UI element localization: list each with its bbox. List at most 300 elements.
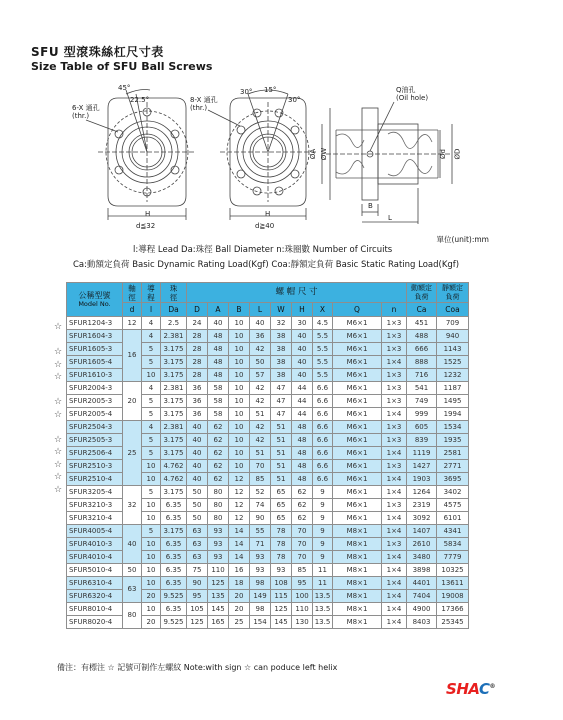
table-cell: 4401	[407, 577, 437, 590]
table-cell: 50	[187, 499, 208, 512]
table-cell: 4.762	[161, 460, 187, 473]
table-cell: 78	[271, 551, 292, 564]
table-cell: M6×1	[333, 447, 382, 460]
table-row	[67, 603, 469, 616]
header-l-cn: 導 程	[142, 283, 161, 303]
table-cell: 13.5	[313, 590, 333, 603]
header-col: A	[208, 303, 229, 317]
table-cell: 4.762	[161, 473, 187, 486]
table-cell: 6.35	[161, 499, 187, 512]
table-cell: 28	[187, 356, 208, 369]
table-cell: 62	[208, 460, 229, 473]
table-cell: 1903	[407, 473, 437, 486]
left-angle-22: 22.5°	[130, 96, 150, 104]
table-cell: SFUR5010-4	[67, 564, 123, 577]
table-cell: SFUR2005-4	[67, 408, 123, 421]
table-cell: SFUR2005-3	[67, 395, 123, 408]
table-cell: 51	[271, 460, 292, 473]
table-cell: 716	[407, 369, 437, 382]
table-cell: M6×1	[333, 382, 382, 395]
table-cell: SFUR2510-3	[67, 460, 123, 473]
table-cell: 1×3	[382, 421, 407, 434]
table-cell: 6.6	[313, 382, 333, 395]
table-cell: 65	[271, 486, 292, 499]
table-cell: 605	[407, 421, 437, 434]
table-cell: M6×1	[333, 460, 382, 473]
table-cell: SFUR1204-3	[67, 317, 123, 330]
table-cell: 32	[123, 486, 142, 525]
table-cell: 2.381	[161, 421, 187, 434]
table-cell: 12	[229, 473, 250, 486]
table-cell: 1×4	[382, 473, 407, 486]
table-cell: 10	[142, 473, 161, 486]
table-cell: 40	[292, 356, 313, 369]
table-cell: 4	[142, 421, 161, 434]
table-cell: 1×3	[382, 499, 407, 512]
table-cell: 1×3	[382, 460, 407, 473]
table-cell: 4575	[437, 499, 469, 512]
table-cell: 100	[292, 590, 313, 603]
table-cell: 20	[142, 616, 161, 629]
table-cell: 24	[187, 317, 208, 330]
table-cell: 1×4	[382, 551, 407, 564]
table-cell: 40	[292, 330, 313, 343]
table-cell: M6×1	[333, 421, 382, 434]
table-cell: 51	[271, 434, 292, 447]
table-cell: 63	[123, 577, 142, 603]
table-cell: 20	[229, 603, 250, 616]
table-cell: 70	[292, 525, 313, 538]
left-condition: d≦32	[136, 222, 156, 230]
table-cell: 10	[229, 356, 250, 369]
table-cell: 48	[292, 447, 313, 460]
table-cell: 80	[208, 486, 229, 499]
table-cell: SFUR8010-4	[67, 603, 123, 616]
table-cell: 6.6	[313, 447, 333, 460]
table-cell: 42	[250, 343, 271, 356]
table-cell: 839	[407, 434, 437, 447]
table-cell: 58	[208, 408, 229, 421]
table-cell: 85	[250, 473, 271, 486]
table-cell: 63	[187, 551, 208, 564]
table-cell: 3.175	[161, 369, 187, 382]
table-cell: 6.35	[161, 538, 187, 551]
table-row	[67, 486, 469, 499]
left-helix-star-icon: ☆	[53, 484, 63, 495]
table-cell: 1534	[437, 421, 469, 434]
mid-angle-15: 15°	[264, 86, 277, 94]
table-cell: 10	[229, 382, 250, 395]
dim-d-small-label: Ød	[438, 149, 447, 159]
logo-registered: ®	[489, 683, 496, 690]
table-cell: 10	[142, 577, 161, 590]
header-col: Q	[333, 303, 382, 317]
table-cell: 58	[208, 395, 229, 408]
table-cell: 20	[123, 382, 142, 421]
header-l: l	[142, 303, 161, 317]
table-cell: 28	[187, 343, 208, 356]
table-cell: 11	[313, 577, 333, 590]
table-cell: 10	[142, 499, 161, 512]
table-cell: 3.175	[161, 434, 187, 447]
table-cell: 666	[407, 343, 437, 356]
table-cell: 62	[208, 434, 229, 447]
table-cell: 2.381	[161, 382, 187, 395]
left-helix-star-icon: ☆	[53, 359, 63, 370]
header-col: H	[292, 303, 313, 317]
table-cell: 6.35	[161, 512, 187, 525]
logo-letter: H	[456, 680, 469, 698]
table-cell: M8×1	[333, 590, 382, 603]
table-cell: 36	[187, 408, 208, 421]
table-cell: 42	[250, 395, 271, 408]
header-ca-cn: 動額定 負荷	[407, 283, 437, 303]
table-cell: 1119	[407, 447, 437, 460]
table-cell: SFUR3210-4	[67, 512, 123, 525]
table-cell: 6.6	[313, 460, 333, 473]
table-cell: 47	[271, 382, 292, 395]
table-cell: 1×4	[382, 603, 407, 616]
table-cell: 165	[208, 616, 229, 629]
table-cell: 95	[292, 577, 313, 590]
legend-line-2: Ca:動額定負荷 Basic Dynamic Rating Load(Kgf) Coa:靜額定負荷 Basic Static Rating Load(Kgf)	[73, 260, 460, 270]
table-cell: 145	[271, 616, 292, 629]
dim-w-label: ØW	[320, 147, 329, 161]
table-cell: 125	[187, 616, 208, 629]
table-cell: 6.35	[161, 564, 187, 577]
table-cell: 50	[123, 564, 142, 577]
left-helix-star-icon: ☆	[53, 347, 63, 357]
table-cell: SFUR4010-4	[67, 551, 123, 564]
table-cell: 51	[271, 447, 292, 460]
table-cell: 1264	[407, 486, 437, 499]
table-cell: M6×1	[333, 499, 382, 512]
left-helix-star-icon: ☆	[53, 447, 63, 457]
table-cell: 9	[313, 499, 333, 512]
table-cell: 10	[142, 603, 161, 616]
header-col: L	[250, 303, 271, 317]
table-cell: 4	[142, 317, 161, 330]
table-cell: SFUR3205-4	[67, 486, 123, 499]
table-cell: 36	[250, 330, 271, 343]
table-cell: 11	[313, 564, 333, 577]
table-cell: 4.5	[313, 317, 333, 330]
table-cell: 6.35	[161, 577, 187, 590]
table-cell: 1427	[407, 460, 437, 473]
table-cell: 48	[208, 343, 229, 356]
table-cell: M6×1	[333, 395, 382, 408]
table-cell: 3480	[407, 551, 437, 564]
table-cell: 451	[407, 317, 437, 330]
table-cell: 5	[142, 356, 161, 369]
header-model-cn: 公稱型號	[78, 290, 111, 300]
unit-label: 單位(unit):mm	[436, 235, 489, 244]
table-cell: 78	[271, 538, 292, 551]
table-cell: 10	[229, 434, 250, 447]
table-cell: 130	[292, 616, 313, 629]
table-cell: 2610	[407, 538, 437, 551]
table-cell: 47	[271, 408, 292, 421]
table-cell: 999	[407, 408, 437, 421]
table-cell: 70	[250, 460, 271, 473]
table-cell: 2319	[407, 499, 437, 512]
table-cell: M8×1	[333, 603, 382, 616]
table-cell: 5.5	[313, 356, 333, 369]
table-cell: 1×3	[382, 317, 407, 330]
table-cell: 38	[271, 330, 292, 343]
left-helix-star-icon: ☆	[53, 372, 63, 382]
logo-letter: S	[446, 680, 457, 698]
table-cell: 3092	[407, 512, 437, 525]
table-cell: 42	[250, 382, 271, 395]
table-cell: 940	[437, 330, 469, 343]
header-model-en: Model No.	[78, 299, 111, 308]
header-col: D	[187, 303, 208, 317]
table-cell: 44	[292, 408, 313, 421]
table-cell: 1×3	[382, 395, 407, 408]
header-col: X	[313, 303, 333, 317]
table-cell: 93	[271, 564, 292, 577]
table-cell: 2771	[437, 460, 469, 473]
table-cell: 80	[208, 499, 229, 512]
header-da: Da	[161, 303, 187, 317]
table-cell: M6×1	[333, 434, 382, 447]
table-cell: 14	[229, 525, 250, 538]
table-cell: 10	[229, 447, 250, 460]
table-cell: 2.5	[161, 317, 187, 330]
table-cell: 108	[271, 577, 292, 590]
table-cell: 10	[229, 330, 250, 343]
header-col: B	[229, 303, 250, 317]
table-cell: 80	[208, 512, 229, 525]
left-helix-star-icon: ☆	[53, 459, 63, 470]
table-cell: 4	[142, 330, 161, 343]
dim-b-label: B	[368, 202, 373, 210]
table-cell: 32	[271, 317, 292, 330]
table-cell: 1×4	[382, 512, 407, 525]
table-cell: 62	[292, 486, 313, 499]
table-cell: 40	[292, 369, 313, 382]
table-cell: 47	[271, 395, 292, 408]
dim-l-label: L	[388, 214, 392, 222]
table-cell: M6×1	[333, 486, 382, 499]
table-cell: 5	[142, 525, 161, 538]
mid-angle-30b: 30°	[288, 96, 301, 104]
table-cell: M6×1	[333, 369, 382, 382]
table-body	[67, 317, 469, 629]
table-cell: 14	[229, 538, 250, 551]
table-cell: 110	[208, 564, 229, 577]
logo-letter: C	[479, 680, 490, 698]
table-cell: 48	[292, 460, 313, 473]
table-cell: 2.381	[161, 330, 187, 343]
table-cell: 1495	[437, 395, 469, 408]
table-cell: 48	[208, 330, 229, 343]
mid-angle-30a: 30°	[240, 88, 253, 96]
table-cell: 1143	[437, 343, 469, 356]
left-h-label: H	[145, 210, 151, 218]
table-cell: 20	[142, 590, 161, 603]
table-cell: M6×1	[333, 356, 382, 369]
header-da-cn: 珠 徑	[161, 283, 187, 303]
dim-a-label: ØA	[309, 148, 318, 160]
table-cell: 93	[250, 564, 271, 577]
table-cell: SFUR1604-3	[67, 330, 123, 343]
header-coa-cn: 靜額定 負荷	[437, 283, 469, 303]
page-title-en: Size Table of SFU Ball Screws	[31, 60, 213, 73]
table-cell: 7404	[407, 590, 437, 603]
table-cell: 51	[271, 473, 292, 486]
table-cell: 1×4	[382, 577, 407, 590]
table-cell: 6.35	[161, 551, 187, 564]
table-cell: 12	[229, 512, 250, 525]
table-cell: 58	[208, 382, 229, 395]
table-cell: 50	[187, 486, 208, 499]
table-cell: 9.525	[161, 616, 187, 629]
table-cell: 38	[271, 343, 292, 356]
table-cell: 2581	[437, 447, 469, 460]
table-cell: 9	[313, 551, 333, 564]
table-cell: SFUR4005-4	[67, 525, 123, 538]
table-cell: 16	[123, 330, 142, 382]
footnote: 備注：有標注 ☆ 記號可制作左螺紋 Note:with sign ☆ can poduce left helix	[57, 663, 338, 672]
table-cell: 5	[142, 408, 161, 421]
table-cell: M6×1	[333, 343, 382, 356]
table-cell: 28	[187, 330, 208, 343]
table-cell: 9	[313, 512, 333, 525]
table-cell: 6.6	[313, 434, 333, 447]
table-row	[67, 317, 469, 330]
left-helix-star-icon: ☆	[53, 434, 63, 445]
table-cell: M6×1	[333, 473, 382, 486]
table-cell: 48	[292, 421, 313, 434]
table-cell: 98	[250, 603, 271, 616]
table-cell: SFUR8020-4	[67, 616, 123, 629]
table-cell: 17366	[437, 603, 469, 616]
table-cell: 28	[187, 369, 208, 382]
table-cell: 95	[187, 590, 208, 603]
table-cell: 5	[142, 395, 161, 408]
mid-condition: d≧40	[255, 222, 275, 230]
table-cell: 4341	[437, 525, 469, 538]
table-cell: SFUR2004-3	[67, 382, 123, 395]
table-row	[67, 564, 469, 577]
table-cell: 70	[292, 551, 313, 564]
table-cell: 1×4	[382, 525, 407, 538]
table-cell: 10	[142, 538, 161, 551]
table-cell: M8×1	[333, 616, 382, 629]
table-cell: 38	[271, 369, 292, 382]
table-cell: 90	[187, 577, 208, 590]
table-cell: SFUR6310-4	[67, 577, 123, 590]
table-cell: 1×4	[382, 408, 407, 421]
table-cell: M6×1	[333, 408, 382, 421]
table-cell: 65	[271, 499, 292, 512]
table-cell: 6.6	[313, 408, 333, 421]
table-cell: 5.5	[313, 369, 333, 382]
left-helix-star-icon: ☆	[53, 322, 63, 332]
header-nut: 螺 帽 尺 寸	[187, 283, 407, 303]
table-cell: SFUR1605-3	[67, 343, 123, 356]
table-cell: 93	[208, 538, 229, 551]
table-cell: SFUR1605-4	[67, 356, 123, 369]
mid-hole-label: 8-X 通孔 (thr.)	[190, 96, 218, 112]
table-cell: 10	[229, 421, 250, 434]
table-cell: 9	[313, 525, 333, 538]
header-model	[67, 283, 123, 317]
table-cell: 48	[208, 369, 229, 382]
table-cell: 48	[292, 473, 313, 486]
table-cell: 42	[250, 434, 271, 447]
table-cell: 30	[292, 317, 313, 330]
mid-h-label: H	[265, 210, 271, 218]
table-cell: M8×1	[333, 538, 382, 551]
table-cell: SFUR2504-3	[67, 421, 123, 434]
legend-line-1: l:導程 Lead Da:珠徑 Ball Diameter n:珠圈數 Number of Circuits	[133, 245, 393, 255]
table-cell: 4	[142, 382, 161, 395]
table-cell: 5	[142, 486, 161, 499]
table-cell: 51	[250, 447, 271, 460]
table-cell: 10	[229, 408, 250, 421]
table-cell: 93	[208, 551, 229, 564]
table-cell: 709	[437, 317, 469, 330]
table-cell: 25	[229, 616, 250, 629]
table-cell: 10	[142, 551, 161, 564]
table-cell: 40	[187, 434, 208, 447]
table-cell: 40	[187, 421, 208, 434]
table-cell: 1994	[437, 408, 469, 421]
table-row	[67, 577, 469, 590]
table-cell: 125	[271, 603, 292, 616]
table-cell: 1×4	[382, 447, 407, 460]
table-cell: 93	[250, 551, 271, 564]
page-title-cn: SFU 型滾珠絲杠尺寸表	[31, 45, 164, 59]
dim-d-big-label: ØD	[453, 148, 462, 160]
table-cell: 541	[407, 382, 437, 395]
size-table	[66, 282, 469, 629]
table-cell: 25	[123, 421, 142, 486]
table-cell: 25345	[437, 616, 469, 629]
header-col: W	[271, 303, 292, 317]
table-cell: 40	[292, 343, 313, 356]
table-cell: 1407	[407, 525, 437, 538]
table-cell: 52	[250, 486, 271, 499]
table-cell: 12	[123, 317, 142, 330]
table-cell: 20	[229, 590, 250, 603]
left-helix-star-icon: ☆	[53, 472, 63, 482]
table-cell: M6×1	[333, 512, 382, 525]
table-cell: 98	[250, 577, 271, 590]
table-row	[67, 382, 469, 395]
table-cell: 1×4	[382, 486, 407, 499]
table-cell: 1×3	[382, 434, 407, 447]
table-cell: 78	[271, 525, 292, 538]
table-cell: 51	[271, 421, 292, 434]
header-d: d	[123, 303, 142, 317]
table-cell: 10	[142, 460, 161, 473]
table-cell: SFUR2505-3	[67, 434, 123, 447]
table-cell: 3.175	[161, 525, 187, 538]
table-cell: 6101	[437, 512, 469, 525]
table-cell: 4900	[407, 603, 437, 616]
left-helix-star-icon: ☆	[53, 409, 63, 420]
table-cell: SFUR6320-4	[67, 590, 123, 603]
table-cell: 62	[292, 499, 313, 512]
table-cell: 888	[407, 356, 437, 369]
table-row	[67, 330, 469, 343]
brand-logo	[446, 680, 495, 698]
table-cell: 13.5	[313, 603, 333, 616]
